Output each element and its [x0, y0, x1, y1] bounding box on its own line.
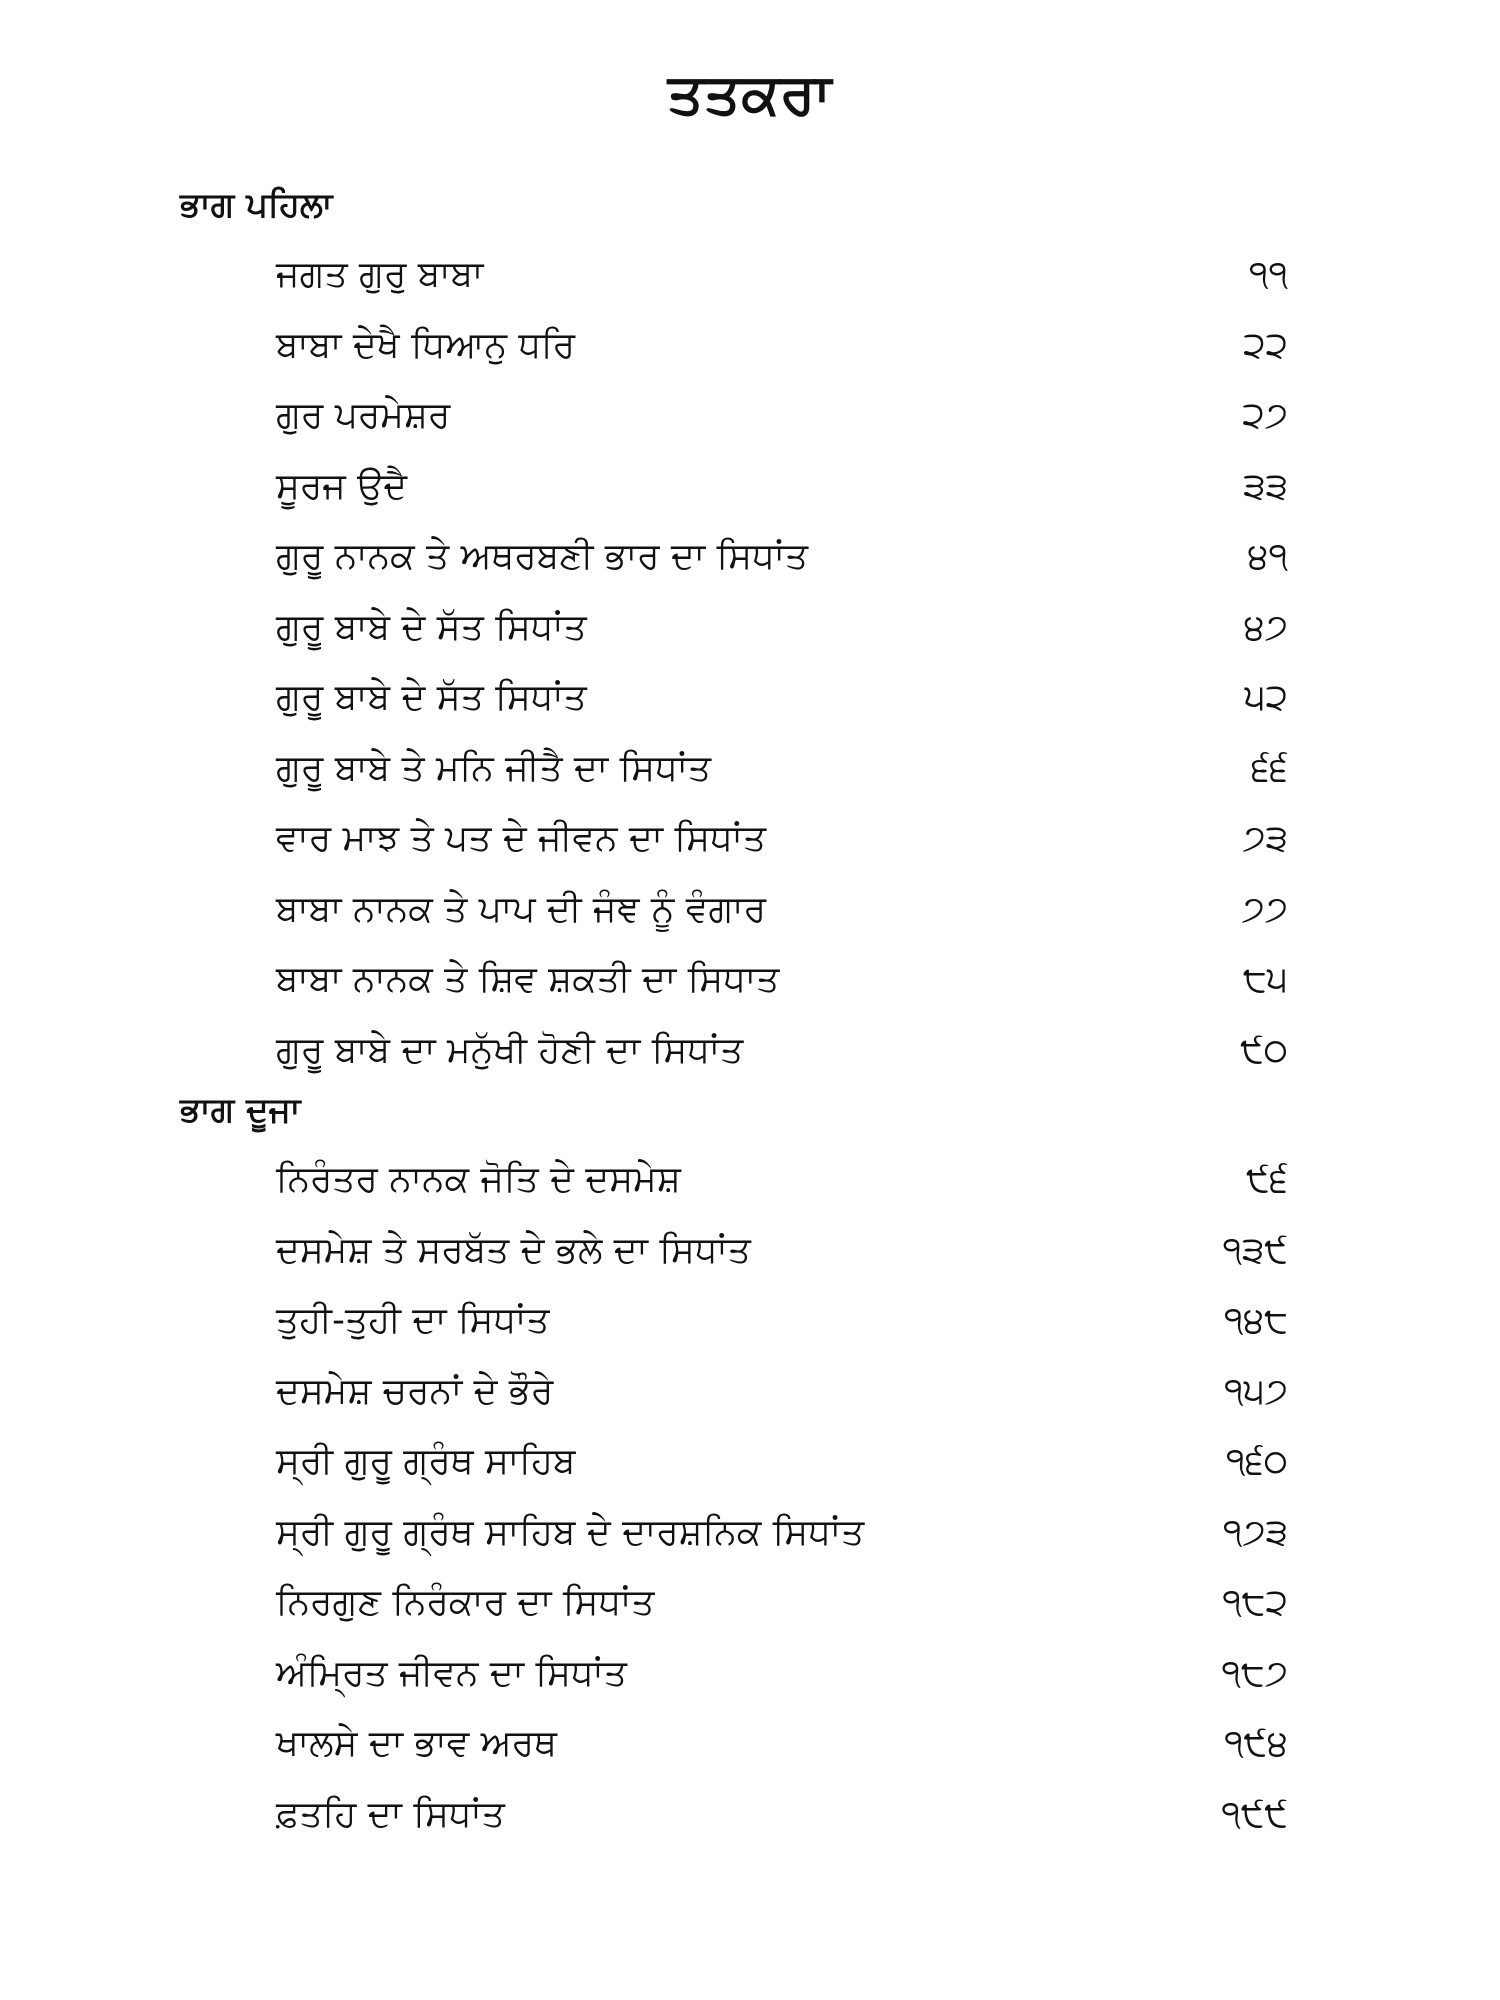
toc-entry[interactable] — [180, 875, 1340, 946]
toc-entry[interactable] — [180, 1145, 1340, 1216]
toc-entry[interactable] — [180, 311, 1340, 382]
toc-entry-title: ਦਸਮੇਸ਼ ਤੇ ਸਰਬੱਤ ਦੇ ਭਲੇ ਦਾ ਸਿਧਾਂਤ — [276, 1229, 751, 1271]
toc-entry-page: ੨੭ — [1242, 395, 1288, 436]
toc-entry[interactable] — [180, 945, 1340, 1016]
toc-entry-page: ੫੨ — [1244, 677, 1288, 718]
toc-entry[interactable] — [180, 1780, 1340, 1851]
toc-entry[interactable] — [180, 804, 1340, 875]
toc-entry-title: ਸੂਰਜ ਉਦੈ — [276, 465, 408, 507]
toc-entry[interactable] — [180, 593, 1340, 664]
toc-entry[interactable] — [180, 663, 1340, 734]
toc-entry-page: ੨੨ — [1243, 324, 1288, 366]
page-title: ਤਤਕਰਾ — [667, 62, 833, 127]
part-one-heading: ਭਾਗ ਪਹਿਲਾ — [180, 185, 333, 225]
toc-entry-title: ਅੰਮ੍ਰਿਤ ਜੀਵਨ ਦਾ ਸਿਧਾਂਤ — [276, 1652, 627, 1694]
toc-entry-title: ਗੁਰੂ ਬਾਬੇ ਦੇ ਸੱਤ ਸਿਧਾਂਤ — [276, 677, 587, 718]
toc-entry-title: ਬਾਬਾ ਨਾਨਕ ਤੇ ਪਾਪ ਦੀ ਜੰਞ ਨੂੰ ਵੰਗਾਰ — [276, 888, 767, 930]
toc-entry-page: ੪੧ — [1247, 536, 1288, 577]
toc-entry-title: ਨਿਰੰਤਰ ਨਾਨਕ ਜੋਤਿ ਦੇ ਦਸਮੇਸ਼ — [276, 1159, 681, 1200]
part-two-heading: ਭਾਗ ਦੂਜਾ — [180, 1090, 301, 1130]
toc-entry[interactable] — [180, 1216, 1340, 1287]
part-one-section — [180, 170, 1340, 1086]
toc-entry-page: ੧੫੭ — [1224, 1370, 1288, 1412]
toc-entry-page: ੩੩ — [1243, 465, 1288, 507]
toc-entry-page: ੧੩੯ — [1222, 1229, 1288, 1271]
toc-entry-page: ੮੫ — [1242, 959, 1288, 1000]
toc-entry[interactable] — [180, 1709, 1340, 1780]
part-two-section — [180, 1075, 1340, 1850]
toc-entry-page: ੧੭੩ — [1222, 1511, 1288, 1553]
toc-entry-title: ਨਿਰਗੁਣ ਨਿਰੰਕਾਰ ਦਾ ਸਿਧਾਂਤ — [276, 1582, 655, 1623]
toc-entry[interactable] — [180, 1498, 1340, 1569]
part-two-entries — [180, 1145, 1340, 1850]
toc-entry-page: ੭੩ — [1242, 818, 1288, 859]
toc-entry-title: ਗੁਰੂ ਬਾਬੇ ਦਾ ਮਨੁੱਖੀ ਹੋਣੀ ਦਾ ਸਿਧਾਂਤ — [276, 1029, 744, 1071]
toc-entry-page: ੧੮੨ — [1222, 1582, 1288, 1623]
toc-entry-page: ੧੯੯ — [1221, 1793, 1288, 1835]
toc-entry-title: ਵਾਰ ਮਾਝ ਤੇ ਪਤ ਦੇ ਜੀਵਨ ਦਾ ਸਿਧਾਂਤ — [276, 818, 766, 859]
toc-entry-title: ਬਾਬਾ ਦੇਖੈ ਧਿਆਨੁ ਧਰਿ — [276, 324, 576, 366]
toc-entry-title: ਜਗਤ ਗੁਰੁ ਬਾਬਾ — [276, 254, 484, 295]
toc-entry-page: ੪੭ — [1244, 606, 1288, 648]
toc-entry-title: ਦਸਮੇਸ਼ ਚਰਨਾਂ ਦੇ ਭੌਰੇ — [276, 1370, 554, 1412]
toc-entry-title: ਬਾਬਾ ਨਾਨਕ ਤੇ ਸ਼ਿਵ ਸ਼ਕਤੀ ਦਾ ਸਿਧਾਤ — [276, 959, 780, 1000]
toc-entry[interactable] — [180, 1639, 1340, 1710]
toc-entry-title: ਖਾਲਸੇ ਦਾ ਭਾਵ ਅਰਥ — [276, 1723, 557, 1764]
toc-entry[interactable] — [180, 1568, 1340, 1639]
toc-entry-page: ੯੦ — [1240, 1029, 1288, 1071]
toc-entry[interactable] — [180, 240, 1340, 311]
toc-entry-title: ਤੁਹੀ-ਤੁਹੀ ਦਾ ਸਿਧਾਂਤ — [276, 1300, 550, 1341]
toc-entry[interactable] — [180, 1286, 1340, 1357]
toc-entry[interactable] — [180, 381, 1340, 452]
toc-entry-title: ਗੁਰੂ ਬਾਬੇ ਦੇ ਸੱਤ ਸਿਧਾਂਤ — [276, 606, 587, 648]
toc-entry[interactable] — [180, 452, 1340, 523]
toc-entry-title: ਫ਼ਤਹਿ ਦਾ ਸਿਧਾਂਤ — [276, 1793, 505, 1835]
toc-entry-title: ਸ੍ਰੀ ਗੁਰੂ ਗ੍ਰੰਥ ਸਾਹਿਬ ਦੇ ਦਾਰਸ਼ਨਿਕ ਸਿਧਾਂਤ — [276, 1511, 865, 1553]
toc-entry[interactable] — [180, 734, 1340, 805]
toc-entry-page: ੧੮੭ — [1221, 1652, 1288, 1694]
toc-entry-page: ੭੭ — [1241, 888, 1288, 930]
toc-entry-page: ੧੪੮ — [1223, 1300, 1288, 1341]
toc-entry[interactable] — [180, 522, 1340, 593]
toc-entry-page: ੧੧ — [1248, 254, 1288, 295]
toc-entry-title: ਸ੍ਰੀ ਗੁਰੂ ਗ੍ਰੰਥ ਸਾਹਿਬ — [276, 1441, 576, 1482]
toc-entry-page: ੧੯੪ — [1224, 1723, 1288, 1764]
toc-entry-title: ਗੁਰ ਪਰਮੇਸ਼ਰ — [276, 395, 451, 436]
toc-entry[interactable] — [180, 1427, 1340, 1498]
toc-entry-title: ਗੁਰੂ ਨਾਨਕ ਤੇ ਅਥਰਬਣੀ ਭਾਰ ਦਾ ਸਿਧਾਂਤ — [276, 536, 809, 577]
part-one-entries — [180, 240, 1340, 1086]
toc-entry-page: ੯੬ — [1246, 1159, 1288, 1200]
toc-entry-page: ੬੬ — [1251, 747, 1288, 789]
toc-entry[interactable] — [180, 1357, 1340, 1428]
toc-entry-page: ੧੬੦ — [1225, 1441, 1288, 1482]
toc-entry-title: ਗੁਰੂ ਬਾਬੇ ਤੇ ਮਨਿ ਜੀਤੈ ਦਾ ਸਿਧਾਂਤ — [276, 747, 712, 789]
